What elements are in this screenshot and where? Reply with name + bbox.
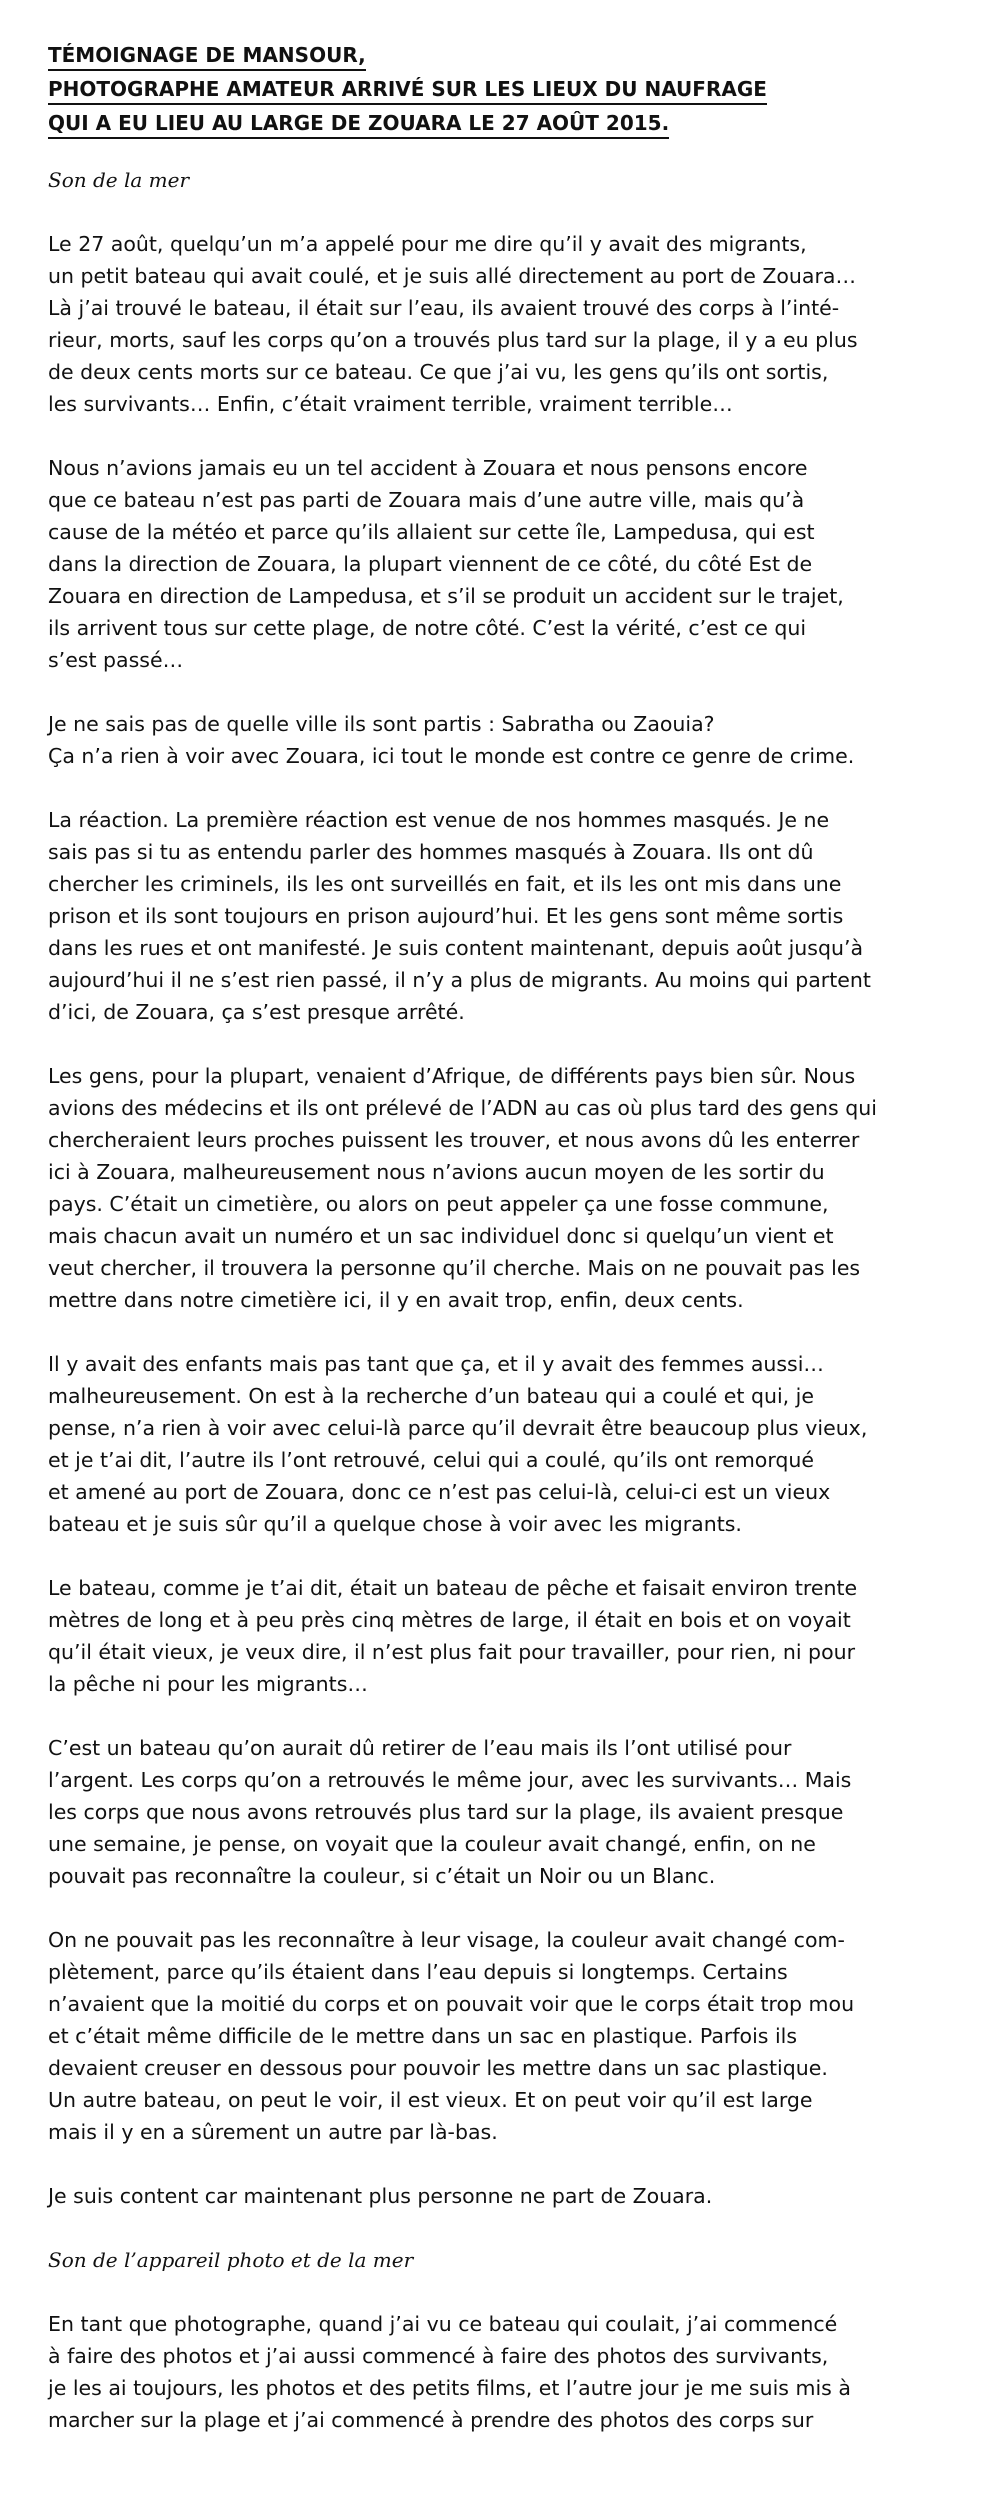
paragraph-2 [48, 452, 948, 676]
text-line: chercheraient leurs proches puissent les trouver, et nous avons dû les enterrer [48, 1128, 860, 1152]
text-line: avions des médecins et ils ont prélevé de l’ADN au cas où plus tard des gens qui [48, 1096, 877, 1120]
text-line: On ne pouvait pas les reconnaître à leur visage, la couleur avait changé com- [48, 1928, 845, 1952]
text-line: prison et ils sont toujours en prison aujourd’hui. Et les gens sont même sortis [48, 904, 844, 928]
text-line: La réaction. La première réaction est venue de nos hommes masqués. Je ne [48, 808, 830, 832]
text-line: cause de la météo et parce qu’ils allaient sur cette île, Lampedusa, qui est [48, 520, 815, 544]
text-line: plètement, parce qu’ils étaient dans l’eau depuis si longtemps. Certains [48, 1960, 788, 1984]
text-line: Un autre bateau, on peut le voir, il est vieux. Et on peut voir qu’il est large [48, 2088, 813, 2112]
paragraph-10 [48, 2180, 948, 2212]
text-line: pense, n’a rien à voir avec celui-là parce qu’il devrait être beaucoup plus vieux, [48, 1416, 868, 1440]
text-line: l’argent. Les corps qu’on a retrouvés le même jour, avec les survivants… Mais [48, 1768, 852, 1792]
text-line: C’est un bateau qu’on aurait dû retirer de l’eau mais ils l’ont utilisé pour [48, 1736, 792, 1760]
paragraph-3 [48, 708, 948, 772]
header-line: TÉMOIGNAGE DE MANSOUR, [48, 41, 366, 71]
text-line: devaient creuser en dessous pour pouvoir les mettre dans un sac plastique. [48, 2056, 828, 2080]
text-line: et amené au port de Zouara, donc ce n’est pas celui-là, celui-ci est un vieux [48, 1480, 831, 1504]
text-line: à faire des photos et j’ai aussi commencé à faire des photos des survivants, [48, 2344, 829, 2368]
text-line: mettre dans notre cimetière ici, il y en avait trop, enfin, deux cents. [48, 1288, 744, 1312]
text-line: veut chercher, il trouvera la personne qu’il cherche. Mais on ne pouvait pas les [48, 1256, 861, 1280]
text-line: malheureusement. On est à la recherche d’un bateau qui a coulé et qui, je [48, 1384, 814, 1408]
header-line: QUI A EU LIEU AU LARGE DE ZOUARA LE 27 AOÛT 2015. [48, 109, 669, 139]
text-line: Le bateau, comme je t’ai dit, était un bateau de pêche et faisait environ trente [48, 1576, 858, 1600]
paragraph-1 [48, 228, 948, 420]
text-line: les corps que nous avons retrouvés plus tard sur la plage, ils avaient presque [48, 1800, 844, 1824]
text-line: Je suis content car maintenant plus personne ne part de Zouara. [48, 2184, 713, 2208]
text-line: n’avaient que la moitié du corps et on pouvait voir que le corps était trop mou [48, 1992, 855, 2016]
text-line: aujourd’hui il ne s’est rien passé, il n’y a plus de migrants. Au moins qui partent [48, 968, 871, 992]
text-line: sais pas si tu as entendu parler des hommes masqués à Zouara. Ils ont dû [48, 840, 814, 864]
text-line: et je t’ai dit, l’autre ils l’ont retrouvé, celui qui a coulé, qu’ils ont remorqué [48, 1448, 815, 1472]
text-line: pays. C’était un cimetière, ou alors on peut appeler ça une fosse commune, [48, 1192, 829, 1216]
text-line: Zouara en direction de Lampedusa, et s’il se produit un accident sur le trajet, [48, 584, 844, 608]
paragraph-final [48, 2308, 948, 2436]
text-line: de deux cents morts sur ce bateau. Ce que j’ai vu, les gens qu’ils ont sortis, [48, 360, 829, 384]
paragraph-4 [48, 804, 948, 1028]
text-line: qu’il était vieux, je veux dire, il n’est plus fait pour travailler, pour rien, ni pour [48, 1640, 856, 1664]
text-line: marcher sur la plage et j’ai commencé à prendre des photos des corps sur [48, 2408, 814, 2432]
text-line: Les gens, pour la plupart, venaient d’Afrique, de différents pays bien sûr. Nous [48, 1064, 856, 1088]
text-line: une semaine, je pense, on voyait que la couleur avait changé, enfin, on ne [48, 1832, 816, 1856]
text-line: Il y avait des enfants mais pas tant que ça, et il y avait des femmes aussi… [48, 1352, 824, 1376]
header-line: PHOTOGRAPHE AMATEUR ARRIVÉ SUR LES LIEUX DU NAUFRAGE [48, 75, 767, 105]
text-line: je les ai toujours, les photos et des petits films, et l’autre jour je me suis mis à [48, 2376, 851, 2400]
text-line: En tant que photographe, quand j’ai vu ce bateau qui coulait, j’ai commencé [48, 2312, 838, 2336]
paragraph-7 [48, 1572, 948, 1700]
text-line: mais chacun avait un numéro et un sac individuel donc si quelqu’un vient et [48, 1224, 834, 1248]
text-line: la pêche ni pour les migrants… [48, 1672, 368, 1696]
text-line: rieur, morts, sauf les corps qu’on a trouvés plus tard sur la plage, il y a eu plus [48, 328, 858, 352]
text-line: chercher les criminels, ils les ont surveillés en fait, et ils les ont mis dans une [48, 872, 842, 896]
stage-direction: Son de la mer [48, 168, 190, 192]
stage-direction: Son de l’appareil photo et de la mer [48, 2248, 414, 2272]
text-line: dans les rues et ont manifesté. Je suis content maintenant, depuis août jusqu’à [48, 936, 864, 960]
text-line: que ce bateau n’est pas parti de Zouara mais d’une autre ville, mais qu’à [48, 488, 805, 512]
text-line: Nous n’avions jamais eu un tel accident à Zouara et nous pensons encore [48, 456, 808, 480]
text-line: et c’était même difficile de le mettre dans un sac en plastique. Parfois ils [48, 2024, 798, 2048]
paragraph-5 [48, 1060, 948, 1316]
text-line: dans la direction de Zouara, la plupart viennent de ce côté, du côté Est de [48, 552, 813, 576]
text-line: mètres de long et à peu près cinq mètres de large, il était en bois et on voyait [48, 1608, 851, 1632]
text-line: Le 27 août, quelqu’un m’a appelé pour me dire qu’il y avait des migrants, [48, 232, 807, 256]
text-line: un petit bateau qui avait coulé, et je suis allé directement au port de Zouara… [48, 264, 856, 288]
text-line: ils arrivent tous sur cette plage, de notre côté. C’est la vérité, c’est ce qui [48, 616, 807, 640]
text-line: bateau et je suis sûr qu’il a quelque chose à voir avec les migrants. [48, 1512, 742, 1536]
text-line: pouvait pas reconnaître la couleur, si c’était un Noir ou un Blanc. [48, 1864, 716, 1888]
text-line: mais il y en a sûrement un autre par là-bas. [48, 2120, 498, 2144]
paragraph-8 [48, 1732, 948, 1892]
testimony-header [48, 40, 948, 142]
text-line: les survivants… Enfin, c’était vraiment terrible, vraiment terrible… [48, 392, 733, 416]
text-line: Ça n’a rien à voir avec Zouara, ici tout le monde est contre ce genre de crime. [48, 744, 855, 768]
text-line: Là j’ai trouvé le bateau, il était sur l’eau, ils avaient trouvé des corps à l’inté- [48, 296, 840, 320]
paragraph-6 [48, 1348, 948, 1540]
text-line: d’ici, de Zouara, ça s’est presque arrêté. [48, 1000, 465, 1024]
text-line: s’est passé… [48, 648, 184, 672]
text-line: Je ne sais pas de quelle ville ils sont partis : Sabratha ou Zaouia? [48, 712, 715, 736]
paragraph-9 [48, 1924, 948, 2148]
text-line: ici à Zouara, malheureusement nous n’avions aucun moyen de les sortir du [48, 1160, 825, 1184]
